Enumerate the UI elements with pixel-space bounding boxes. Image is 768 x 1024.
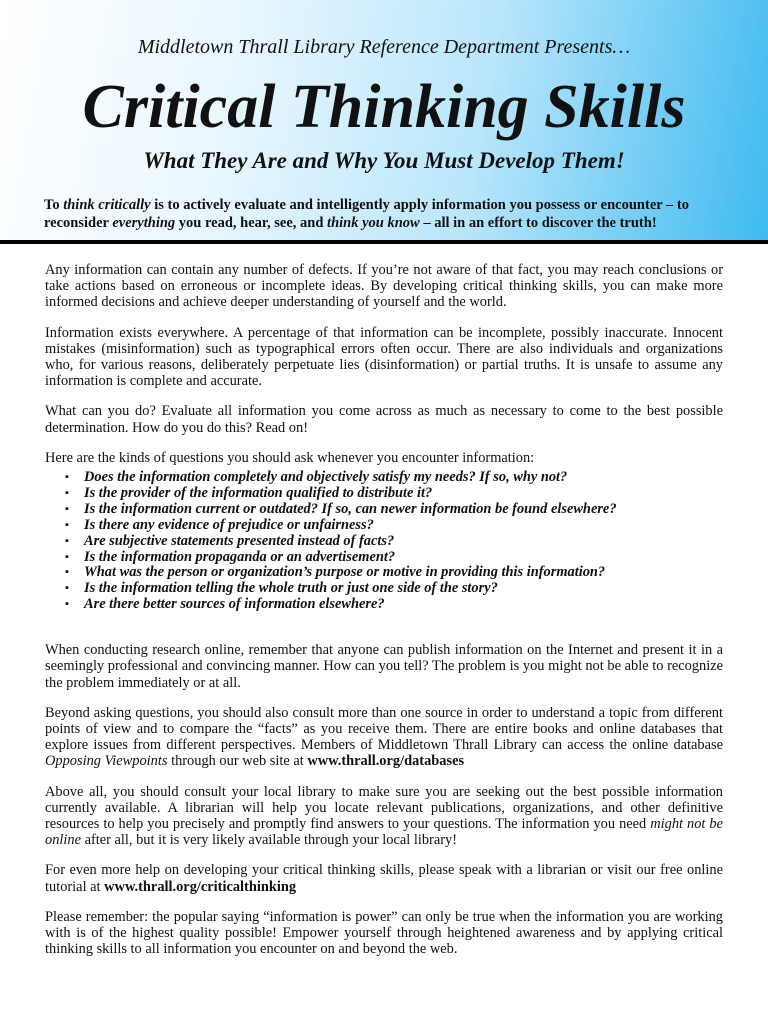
intro-text: To bbox=[44, 197, 64, 213]
intro-text: you read, hear, see, and bbox=[175, 215, 328, 231]
bullet-icon: ▪ bbox=[65, 471, 69, 484]
question-text: What was the person or organization’s purpose or motive in providing this information? bbox=[84, 564, 606, 581]
page-subtitle: What They Are and Why You Must Develop Them! bbox=[143, 148, 625, 173]
paragraph-defects: Any information can contain any number of defects. If you’re not aware of that fact, you may reach conclusions or take actions based on erroneous or incomplete ideas. By developing critical thinking skills, you can make more informed decisions and achieve deeper understanding of yourself and the world. bbox=[45, 262, 723, 311]
body-content bbox=[45, 262, 723, 971]
paragraph-closing: Please remember: the popular saying “information is power” can only be true when the information you are working with is of the highest quality possible! Empower yourself through heightened awareness and by applying critical thinking skills to all information you encounter on and beyond the web. bbox=[45, 908, 723, 958]
database-name: Opposing Viewpoints bbox=[45, 753, 168, 770]
question-text: Does the information completely and objectively satisfy my needs? If so, why not? bbox=[84, 469, 568, 486]
paragraph-text: Beyond asking questions, you should also consult more than one source in order to understand a topic from different points of view and to compare the “facts” as you receive them. There are entire books and online databases that explore issues from different perspectives. Members of Middletown Thrall Library can access the online database bbox=[45, 704, 723, 754]
list-item bbox=[45, 470, 723, 486]
question-text: Are subjective statements presented instead of facts? bbox=[84, 532, 395, 549]
tutorial-link[interactable]: www.thrall.org/criticalthinking bbox=[104, 878, 297, 895]
list-item bbox=[45, 534, 723, 550]
paragraph-text: Above all, you should consult your local library to make sure you are seeking out the best possible information currently available. A librarian will help you locate relevant publications, organizations, and other definitive resources to help you precisely and promptly find answers to your questions. The information you need bbox=[45, 783, 723, 833]
list-item bbox=[45, 502, 723, 518]
list-item bbox=[45, 597, 723, 613]
page-title: Critical Thinking Skills bbox=[82, 73, 686, 141]
presents-line: Middletown Thrall Library Reference Department Presents… bbox=[137, 36, 631, 58]
intro-text: is to actively evaluate and intelligently apply information you possess or encounter – to reconsider bbox=[44, 197, 690, 231]
questions-list bbox=[45, 470, 723, 613]
bullet-icon: ▪ bbox=[65, 598, 69, 611]
paragraph-research-online: When conducting research online, remember that anyone can publish information on the Internet and present it in a seemingly professional and convincing manner. How can you tell? The problem is you might not be able to recognize the problem immediately or at all. bbox=[45, 642, 723, 691]
list-item bbox=[45, 518, 723, 534]
bullet-icon: ▪ bbox=[65, 534, 69, 547]
question-text: Is there any evidence of prejudice or unfairness? bbox=[84, 516, 374, 533]
intro-statement bbox=[44, 196, 724, 232]
paragraph-what-to-do: What can you do? Evaluate all information you come across as much as necessary to come to the best possible determination. How do you do this? Read on! bbox=[45, 403, 723, 436]
intro-emphasis: think you know bbox=[327, 215, 420, 231]
question-text: Is the information current or outdated? If so, can newer information be found elsewhere? bbox=[84, 500, 617, 517]
bullet-icon: ▪ bbox=[65, 550, 69, 563]
header-divider bbox=[0, 240, 768, 244]
paragraph-questions-intro: Here are the kinds of questions you should ask whenever you encounter information: bbox=[45, 449, 535, 466]
paragraph-local-library bbox=[45, 784, 723, 849]
question-text: Is the information telling the whole truth or just one side of the story? bbox=[84, 580, 498, 597]
list-item bbox=[45, 565, 723, 581]
intro-emphasis: think critically bbox=[63, 197, 151, 213]
intro-emphasis: everything bbox=[112, 215, 176, 231]
bullet-icon: ▪ bbox=[65, 486, 69, 499]
list-item bbox=[45, 486, 723, 502]
bullet-icon: ▪ bbox=[65, 582, 69, 595]
intro-text: – all in an effort to discover the truth! bbox=[419, 215, 657, 231]
question-text: Is the information propaganda or an advertisement? bbox=[84, 548, 396, 565]
bullet-icon: ▪ bbox=[65, 518, 69, 531]
emphasis-text: might not be online bbox=[45, 816, 723, 849]
list-item bbox=[45, 581, 723, 597]
question-text: Is the provider of the information qualified to distribute it? bbox=[84, 484, 433, 501]
paragraph-text: after all, but it is very likely available through your local library! bbox=[80, 832, 458, 849]
paragraph-consult-sources bbox=[45, 705, 723, 770]
paragraph-information: Information exists everywhere. A percentage of that information can be incomplete, possibly inaccurate. Innocent mistakes (misinformation) such as typographical errors often occur. There are also individuals and organizations who, for various reasons, deliberately perpetuate lies (disinformation) or partial truths. It is unsafe to assume any information is complete and accurate. bbox=[45, 324, 723, 390]
databases-link[interactable]: www.thrall.org/databases bbox=[307, 753, 465, 770]
bullet-icon: ▪ bbox=[65, 566, 69, 579]
paragraph-more-help bbox=[45, 862, 723, 894]
paragraph-text: through our web site at bbox=[167, 753, 308, 770]
bullet-icon: ▪ bbox=[65, 502, 69, 515]
list-item bbox=[45, 550, 723, 566]
header-banner bbox=[0, 0, 768, 240]
question-text: Are there better sources of information elsewhere? bbox=[84, 596, 385, 613]
paragraph-text: For even more help on developing your critical thinking skills, please speak with a librarian or visit our free online tutorial at bbox=[45, 862, 723, 895]
